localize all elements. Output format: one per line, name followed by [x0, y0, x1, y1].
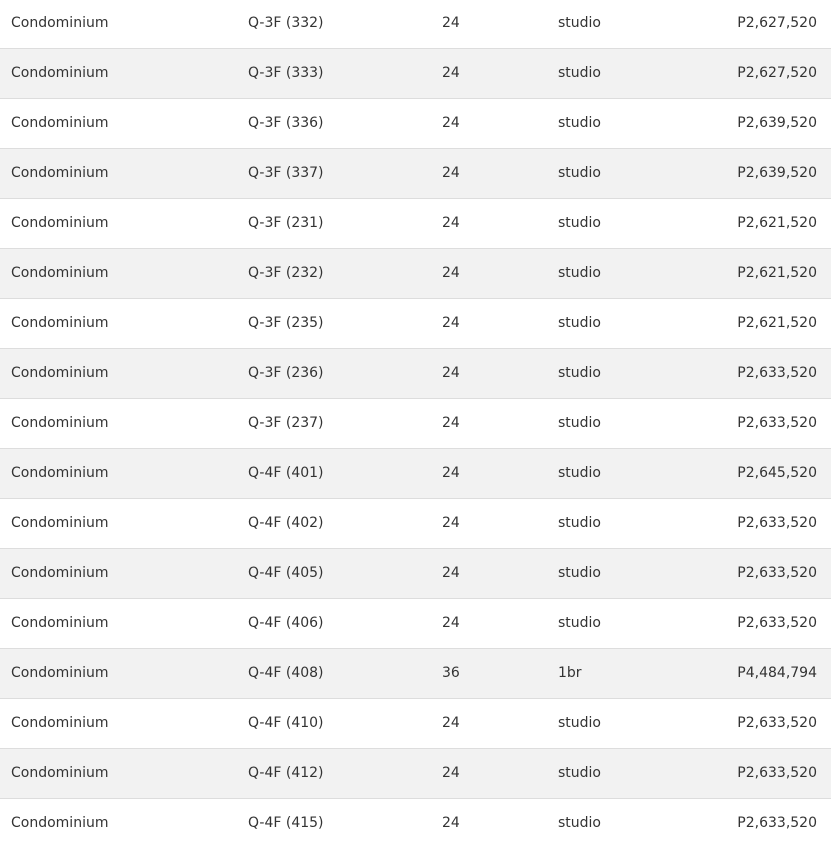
floor-area-cell: 24 [442, 498, 558, 548]
price-cell: P4,484,794 [708, 648, 831, 698]
price-cell: P2,627,520 [737, 14, 817, 31]
property-type-cell: Condominium [0, 648, 248, 698]
table-row [0, 298, 831, 348]
table-row [0, 648, 831, 698]
price-cell: P2,633,520 [708, 348, 831, 398]
price-cell: P2,627,520 [708, 48, 831, 98]
unit-code-cell: Q-3F (237) [248, 398, 442, 448]
unit-code-cell: Q-4F (410) [248, 698, 442, 748]
property-type-cell: Condominium [0, 298, 248, 348]
property-type-cell: Condominium [0, 798, 248, 848]
property-type-cell: Condominium [0, 248, 248, 298]
unit-layout-cell: studio [558, 98, 708, 148]
unit-layout-cell: studio [558, 248, 708, 298]
property-type-cell: Condominium [0, 398, 248, 448]
price-cell: P2,633,520 [708, 498, 831, 548]
property-type-cell: Condominium [0, 498, 248, 548]
table-row [0, 498, 831, 548]
floor-area-cell: 24 [442, 548, 558, 598]
table-row [0, 98, 831, 148]
unit-layout-cell: studio [558, 748, 708, 798]
unit-code-cell: Q-3F (235) [248, 298, 442, 348]
property-type-cell: Condominium [0, 348, 248, 398]
unit-layout-cell: studio [558, 148, 708, 198]
floor-area-cell: 24 [442, 748, 558, 798]
table-row [0, 448, 831, 498]
price-cell: P2,633,520 [708, 798, 831, 848]
price-cell: P2,633,520 [708, 598, 831, 648]
price-cell: P2,639,520 [708, 98, 831, 148]
table-row [0, 748, 831, 798]
floor-area-cell: 24 [442, 448, 558, 498]
table-row [0, 598, 831, 648]
price-cell: P2,633,520 [708, 748, 831, 798]
property-type-cell: Condominium [0, 748, 248, 798]
table-row [0, 198, 831, 248]
unit-code-cell: Q-4F (412) [248, 748, 442, 798]
property-type-cell: Condominium [0, 698, 248, 748]
unit-code-cell: Q-4F (406) [248, 598, 442, 648]
unit-layout-cell: studio [558, 598, 708, 648]
unit-layout-cell: studio [558, 14, 601, 31]
table-row [0, 348, 831, 398]
table-row [0, 798, 831, 848]
property-type-cell: Condominium [0, 548, 248, 598]
unit-code-cell: Q-4F (405) [248, 548, 442, 598]
unit-code-cell: Q-4F (401) [248, 448, 442, 498]
floor-area-cell: 24 [442, 148, 558, 198]
unit-layout-cell: studio [558, 498, 708, 548]
price-cell: P2,621,520 [708, 248, 831, 298]
property-type-cell: Condominium [0, 598, 248, 648]
unit-code-cell: Q-3F (333) [248, 48, 442, 98]
unit-layout-cell: studio [558, 348, 708, 398]
unit-code-cell: Q-4F (408) [248, 648, 442, 698]
unit-layout-cell: studio [558, 798, 708, 848]
unit-code-cell: Q-3F (232) [248, 248, 442, 298]
floor-area-cell: 24 [442, 298, 558, 348]
table-row [0, 148, 831, 198]
price-cell: P2,633,520 [708, 398, 831, 448]
price-cell: P2,621,520 [708, 298, 831, 348]
property-type-cell: Condominium [0, 148, 248, 198]
unit-layout-cell: studio [558, 548, 708, 598]
floor-area-cell: 24 [442, 248, 558, 298]
table-row [0, 248, 831, 298]
floor-area-cell: 24 [442, 48, 558, 98]
property-type-cell: Condominium [11, 14, 109, 31]
floor-area-cell: 24 [442, 348, 558, 398]
unit-layout-cell: 1br [558, 648, 708, 698]
unit-code-cell: Q-3F (337) [248, 148, 442, 198]
price-cell: P2,633,520 [708, 548, 831, 598]
floor-area-cell: 24 [442, 798, 558, 848]
price-cell: P2,621,520 [708, 198, 831, 248]
price-cell: P2,633,520 [708, 698, 831, 748]
floor-area-cell: 24 [442, 398, 558, 448]
unit-layout-cell: studio [558, 298, 708, 348]
price-cell: P2,639,520 [708, 148, 831, 198]
floor-area-cell: 24 [442, 14, 460, 31]
table-row [0, 0, 831, 48]
unit-layout-cell: studio [558, 198, 708, 248]
unit-layout-cell: studio [558, 448, 708, 498]
floor-area-cell: 24 [442, 698, 558, 748]
floor-area-cell: 24 [442, 198, 558, 248]
price-cell: P2,645,520 [708, 448, 831, 498]
unit-code-cell: Q-3F (236) [248, 348, 442, 398]
unit-code-cell: Q-3F (231) [248, 198, 442, 248]
table-row [0, 698, 831, 748]
property-type-cell: Condominium [0, 448, 248, 498]
unit-layout-cell: studio [558, 48, 708, 98]
floor-area-cell: 24 [442, 98, 558, 148]
unit-code-cell: Q-4F (402) [248, 498, 442, 548]
unit-code-cell: Q-3F (336) [248, 98, 442, 148]
unit-layout-cell: studio [558, 398, 708, 448]
property-type-cell: Condominium [0, 48, 248, 98]
property-type-cell: Condominium [0, 98, 248, 148]
floor-area-cell: 36 [442, 648, 558, 698]
unit-code-cell: Q-3F (332) [248, 14, 324, 31]
unit-code-cell: Q-4F (415) [248, 798, 442, 848]
table-row [0, 398, 831, 448]
table-row [0, 548, 831, 598]
floor-area-cell: 24 [442, 598, 558, 648]
property-type-cell: Condominium [0, 198, 248, 248]
unit-layout-cell: studio [558, 698, 708, 748]
table-row [0, 48, 831, 98]
